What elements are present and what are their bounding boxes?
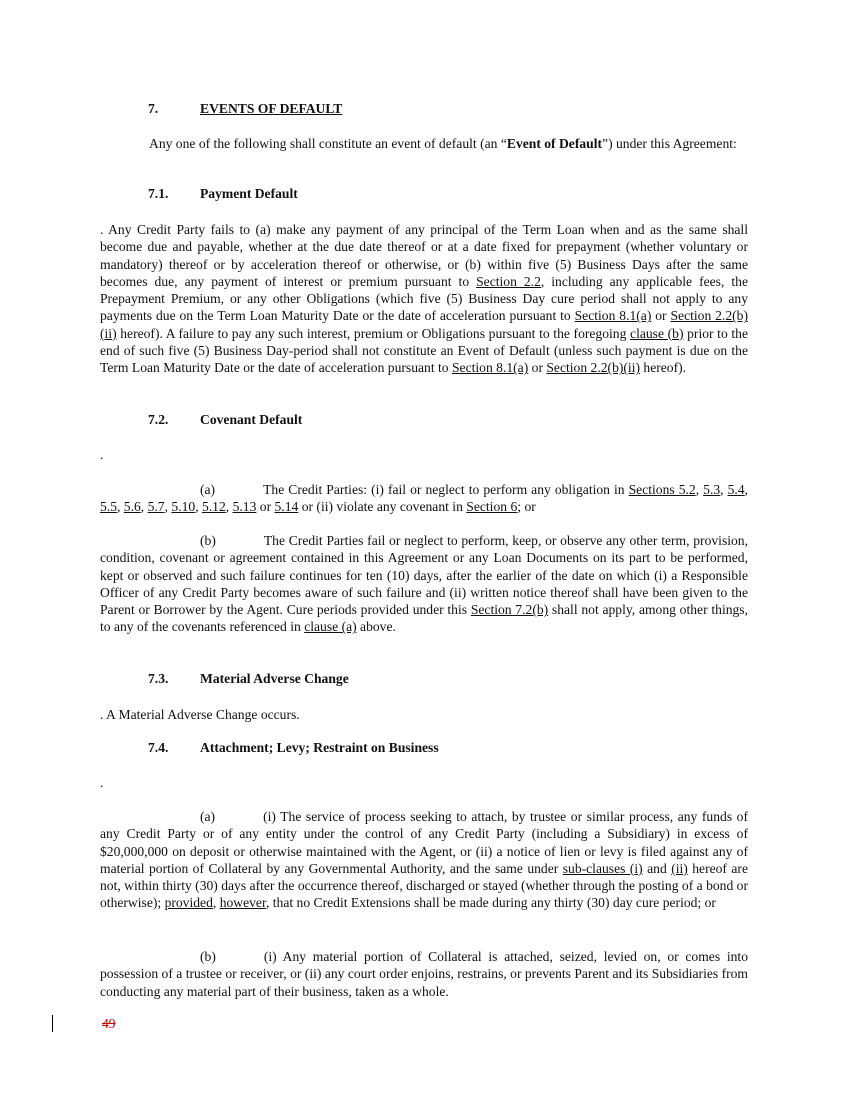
subsection-number: 7.2. (148, 412, 169, 427)
defined-term: Event of Default (506, 136, 603, 151)
cross-reference: 5.7 (147, 499, 165, 515)
intro-paragraph (100, 135, 748, 152)
cross-reference: Section 2.2 (476, 273, 541, 289)
subsection-title: Payment Default (200, 186, 298, 201)
subsection-title: Covenant Default (200, 412, 303, 427)
section-heading (148, 101, 342, 117)
text: and (642, 860, 672, 876)
attachment-clause-a (100, 808, 748, 912)
text: , including any applicable fees, the Prepayment Premium, or any other Obligations (which five (5) Business Day cure period shall not apply to any payments due on the Term Loan Maturity Date or the date of acceleration pursuant to (100, 273, 748, 324)
text: . Any Credit Party fails to (a) make any payment of any principal of the Term Loan when and as the same shall become due and payable, whether at the due date thereof or at a date fixed for prepayment (whether voluntary or mandatory) thereof or by acceleration thereof or otherwise, or (b) within five (5) Business Days after the same becomes due, any payment of interest or premium pursuant to (100, 222, 748, 289)
text: hereof). A failure to pay any such interest, premium or Obligations pursuant to the foregoing (116, 325, 631, 341)
clause-label: (b) (200, 533, 216, 548)
section-number: 7. (148, 101, 159, 116)
text: or (651, 308, 671, 324)
cross-reference: Section 6 (466, 499, 518, 515)
section-dot: . (100, 775, 104, 790)
material-adverse-change-paragraph: . A Material Adverse Change occurs. (100, 707, 300, 722)
section-dot: . (100, 447, 104, 462)
cross-reference: 5.12 (201, 499, 226, 515)
subsection-number: 7.1. (148, 186, 169, 201)
text: The Credit Parties: (i) fail or neglect to perform any obligation in (263, 482, 629, 497)
subsection-heading-7-2 (148, 412, 302, 428)
subsection-heading-7-3 (148, 671, 349, 687)
cross-reference: Section 2.2(b)(ii) (546, 360, 640, 376)
intro-text: Any one of the following shall constitute an event of default (an “ (149, 136, 507, 151)
cross-reference: Section 8.1(a) (574, 308, 652, 324)
intro-text-end: ”) under this Agreement: (602, 136, 737, 151)
text: , (212, 895, 220, 911)
text: or (ii) violate any covenant in (298, 499, 467, 515)
cross-reference: 5.3 (703, 482, 721, 497)
payment-default-paragraph (100, 221, 748, 377)
text: or (256, 499, 275, 515)
subsection-heading-7-1 (148, 186, 298, 202)
attachment-clause-b (100, 948, 748, 1000)
covenant-default-clause-a: (a) The Credit Parties: (i) fail or neglect to perform any obligation in Sections 5.2, 5.3, 5.4, 5.5, 5.6, 5.7, 5.10, 5.12, 5.13 or 5.14 or (ii) violate any covenant in Section 6; or (100, 482, 748, 515)
text: prior to the end of such five (5) Business Day-period shall not constitute an Event of Default (unless such payment is due on the Term Loan Maturity Date or the date of acceleration pursuant to (100, 325, 748, 376)
cross-reference: 5.10 (171, 499, 196, 515)
cross-reference: (ii) (671, 860, 688, 876)
section-title: EVENTS OF DEFAULT (200, 101, 343, 116)
cross-reference: 5.14 (274, 499, 299, 515)
cross-reference: clause (a) (304, 619, 357, 635)
subsection-heading-7-4 (148, 740, 439, 756)
change-bar (52, 1015, 53, 1032)
subsection-title: Attachment; Levy; Restraint on Business (200, 740, 439, 755)
text: or (528, 360, 547, 376)
text: ; or (517, 499, 536, 515)
cross-reference: 5.13 (232, 499, 257, 515)
cross-reference: sub-clauses (i) (562, 860, 643, 876)
text: hereof). (640, 360, 687, 376)
text: hereof are not, within thirty (30) days after the occurrence thereof, discharged or stayed (whether through the posting of a bond or otherwise); (100, 860, 748, 911)
text: (i) Any material portion of Collateral is attached, seized, levied on, or comes into possession of a trustee or receiver, or (ii) any court order enjoins, restrains, or prevents Parent and its Subsidiaries from conducting any material part of their business, taken as a whole. (100, 949, 748, 999)
cross-reference: provided (164, 895, 213, 911)
text: , that no Credit Extensions shall be made during any thirty (30) day cure period; or (265, 895, 716, 911)
text: (i) The service of process seeking to attach, by trustee or similar process, any funds of any Credit Party or of any entity under the control of any Credit Party (including a Subsidiary) in excess of $20,000,000 on deposit or otherwise maintained with the Agent, or (ii) a notice of lien or levy is filed against any of material portion of Collateral by any Governmental Authority, and the same under (100, 809, 748, 876)
text: above. (356, 619, 396, 635)
subsection-number: 7.3. (148, 671, 169, 686)
cross-reference: Section 2.2(b)(ii) (100, 308, 748, 341)
clause-label: (b) (200, 949, 216, 964)
text: shall not apply, among other things, to any of the covenants referenced in (100, 602, 748, 635)
subsection-title: Material Adverse Change (200, 671, 349, 686)
covenant-default-clause-b (100, 532, 748, 636)
text: The Credit Parties fail or neglect to perform, keep, or observe any other term, provision, condition, covenant or agreement contained in this Agreement or any Loan Documents on its part to be performed, kept or observed and such failure continues for ten (10) days, after the earlier of the date on which (i) a Responsible Officer of any Credit Party becomes aware of such failure and (ii) written notice thereof shall have been given to the Parent or Borrower by the Agent. Cure periods provided under this (100, 533, 748, 618)
clause-label: (a) (200, 482, 216, 497)
cross-reference: 5.6 (123, 499, 141, 515)
cross-reference: Sections 5.2 (628, 482, 696, 497)
text: , (695, 482, 704, 497)
cross-reference: 5.4 (727, 482, 745, 497)
cross-reference: clause (b) (630, 325, 684, 341)
cross-reference: Section 8.1(a) (451, 360, 529, 376)
page-number: 49 (102, 1016, 116, 1031)
cross-reference: Section 7.2(b) (470, 602, 549, 618)
clause-label: (a) (200, 809, 216, 824)
subsection-number: 7.4. (148, 740, 169, 755)
cross-reference: however (219, 895, 266, 911)
cross-reference: 5.5 (100, 499, 117, 515)
